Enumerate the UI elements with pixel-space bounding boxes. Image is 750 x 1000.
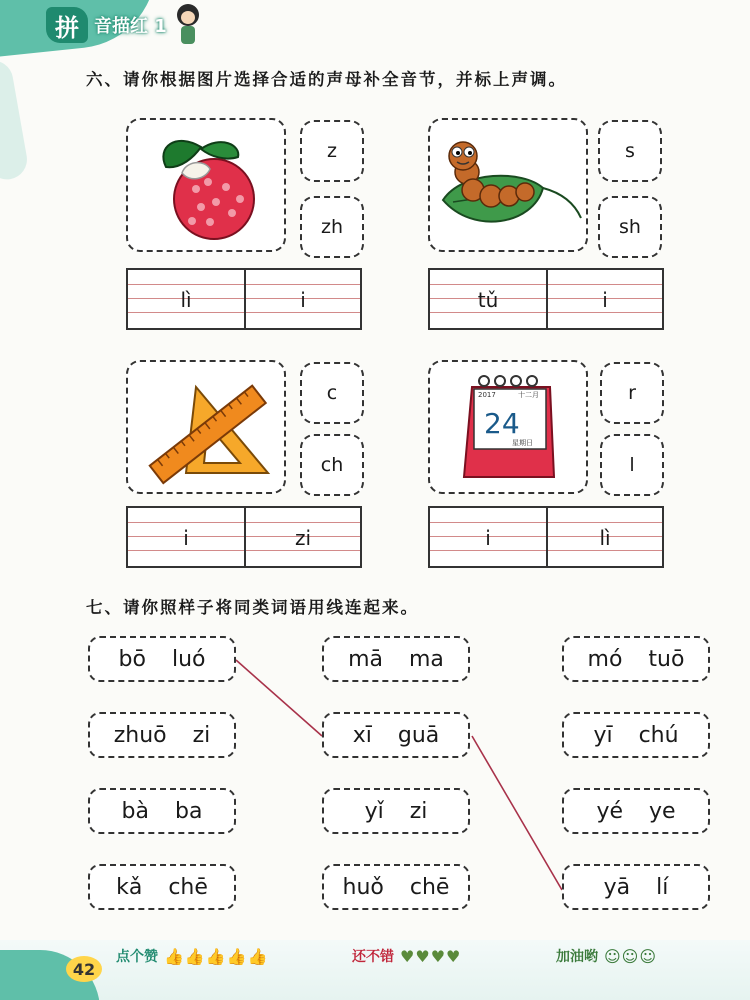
rating-good (352, 946, 461, 966)
option-sh[interactable]: sh (598, 196, 662, 258)
syllable-cell[interactable]: i (300, 288, 306, 312)
page-header (46, 4, 203, 46)
writing-grid-3 (126, 506, 362, 568)
word-card[interactable]: mā ma (322, 636, 470, 682)
option-r[interactable]: r (600, 362, 664, 424)
link-line-1 (236, 660, 322, 736)
question-6-title: 六、请你根据图片选择合适的声母补全音节，并标上声调。 (86, 70, 567, 89)
lychee-icon (146, 127, 266, 243)
word-card[interactable]: kǎ chē (88, 864, 236, 910)
syllable-cell[interactable]: i (485, 526, 491, 550)
option-z[interactable]: z (300, 120, 364, 182)
word-card[interactable]: bō luó (88, 636, 236, 682)
pinyin-badge: 拼 (46, 7, 88, 43)
option-c[interactable]: c (300, 362, 364, 424)
calendar-month: 十二月 (518, 391, 539, 399)
header-title: 音描红 1 (94, 16, 167, 37)
lollipop-icon: ♥♥♥♥ (400, 946, 462, 966)
option-ch[interactable]: ch (300, 434, 364, 496)
option-zh[interactable]: zh (300, 196, 364, 258)
picture-lychee (126, 118, 286, 252)
rating-cheer (556, 946, 657, 966)
picture-ruler (126, 360, 286, 494)
ruler-icon (136, 367, 276, 487)
syllable-cell[interactable]: i (602, 288, 608, 312)
link-line-2 (472, 736, 562, 890)
word-card[interactable]: huǒ chē (322, 864, 470, 910)
syllable-cell[interactable]: i (183, 526, 189, 550)
word-card[interactable]: xī guā (322, 712, 470, 758)
syllable-cell[interactable]: tǔ (477, 288, 499, 312)
writing-grid-2 (428, 268, 664, 330)
page-number: 42 (66, 956, 102, 982)
calendar-year: 2017 (478, 391, 496, 399)
question-7-title: 七、请你照样子将同类词语用线连起来。 (86, 598, 419, 617)
chick-icon: ☺☺☺ (604, 946, 658, 966)
writing-grid-1 (126, 268, 362, 330)
option-s[interactable]: s (598, 120, 662, 182)
word-card[interactable]: mó tuō (562, 636, 710, 682)
word-card[interactable]: zhuō zi (88, 712, 236, 758)
option-l[interactable]: l (600, 434, 664, 496)
picture-calendar (428, 360, 588, 494)
thumbs-up-icon: 👍👍👍👍👍 (164, 946, 269, 966)
word-card[interactable]: yé ye (562, 788, 710, 834)
calendar-icon (458, 367, 558, 487)
rating-like-label: 点个赞 (116, 949, 158, 965)
mascot-girl-icon (173, 4, 203, 46)
rating-good-label: 还不错 (352, 949, 394, 965)
caterpillar-icon (433, 130, 583, 240)
rating-cheer-label: 加油哟 (556, 949, 598, 965)
word-card[interactable]: yǐ zi (322, 788, 470, 834)
word-card[interactable]: bà ba (88, 788, 236, 834)
calendar-weekday: 星期日 (512, 439, 533, 447)
decor-stripe-left (0, 57, 30, 182)
syllable-cell[interactable]: lì (599, 526, 611, 550)
calendar-day: 24 (484, 407, 520, 440)
word-card[interactable]: yī chú (562, 712, 710, 758)
writing-grid-4 (428, 506, 664, 568)
rating-like (116, 946, 269, 966)
syllable-cell[interactable]: lì (180, 288, 192, 312)
syllable-cell[interactable]: zi (294, 526, 312, 550)
word-card[interactable]: yā lí (562, 864, 710, 910)
picture-caterpillar (428, 118, 588, 252)
